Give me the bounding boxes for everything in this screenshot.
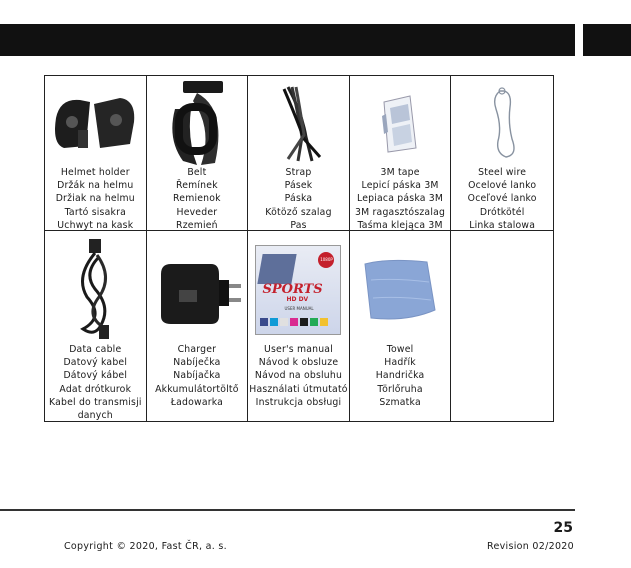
item-3m-tape	[350, 76, 452, 231]
item-steel-wire	[451, 76, 553, 231]
item-strap	[248, 76, 350, 231]
belt-image	[147, 78, 247, 168]
page-number: 25	[553, 520, 573, 536]
manual-color-strip	[260, 318, 328, 326]
users-manual-caption: User's manual Návod k obsluze Návod na obsluhu Használati útmutató Instrukcja obsługi	[249, 344, 348, 408]
manual-badge: 1080P	[318, 252, 334, 268]
steel-wire-image	[452, 78, 552, 168]
towel-image	[350, 235, 450, 345]
item-data-cable	[45, 231, 147, 421]
footer-divider	[0, 509, 575, 511]
header-tab	[583, 24, 631, 56]
item-charger	[147, 231, 249, 421]
revision-text: Revision 02/2020	[487, 541, 574, 552]
belt-caption: Belt Řemínek Remienok Heveder Rzemień	[173, 167, 221, 231]
manual-cover	[255, 245, 341, 335]
users-manual-image	[248, 235, 348, 345]
data-cable-caption: Data cable Datový kabel Dátový kábel Adat drótkurok Kabel do transmisji danych	[48, 344, 142, 422]
data-cable-image	[45, 235, 145, 345]
manual-label: USER MANUAL	[284, 306, 314, 311]
header-bar	[0, 24, 575, 56]
accessories-table	[44, 75, 554, 422]
charger-caption: Charger Nabíječka Nabíjačka Akkumulátortöltő Ładowarka	[155, 344, 239, 408]
skier-graphic	[258, 254, 297, 284]
3m-tape-caption: 3M tape Lepicí páska 3M Lepiaca páska 3M 3M ragasztószalag Taśma klejąca 3M	[355, 167, 446, 231]
copyright-text: Copyright © 2020, Fast ČR, a. s.	[64, 541, 227, 552]
item-helmet-holder	[45, 76, 147, 231]
manual-brand: SPORTS	[262, 282, 323, 297]
charger-image	[147, 235, 247, 345]
manual-sub: HD DV	[286, 296, 309, 303]
item-towel	[350, 231, 452, 421]
towel-caption: Towel Hadřík Handrička Törlőruha Szmatka	[375, 344, 425, 408]
strap-image	[248, 78, 348, 168]
item-belt	[147, 76, 249, 231]
helmet-holder-caption: Helmet holder Držák na helmu Držiak na helmu Tartó sisakra Uchwyt na kask	[55, 167, 135, 231]
3m-tape-image	[350, 78, 450, 168]
item-users-manual	[248, 231, 350, 421]
strap-caption: Strap Pásek Páska Kötöző szalag Pas	[265, 167, 332, 231]
steel-wire-caption: Steel wire Ocelové lanko Oceľové lanko Drótkötél Linka stalowa	[467, 167, 537, 231]
empty-cell	[451, 231, 553, 421]
helmet-holder-image	[45, 78, 145, 168]
